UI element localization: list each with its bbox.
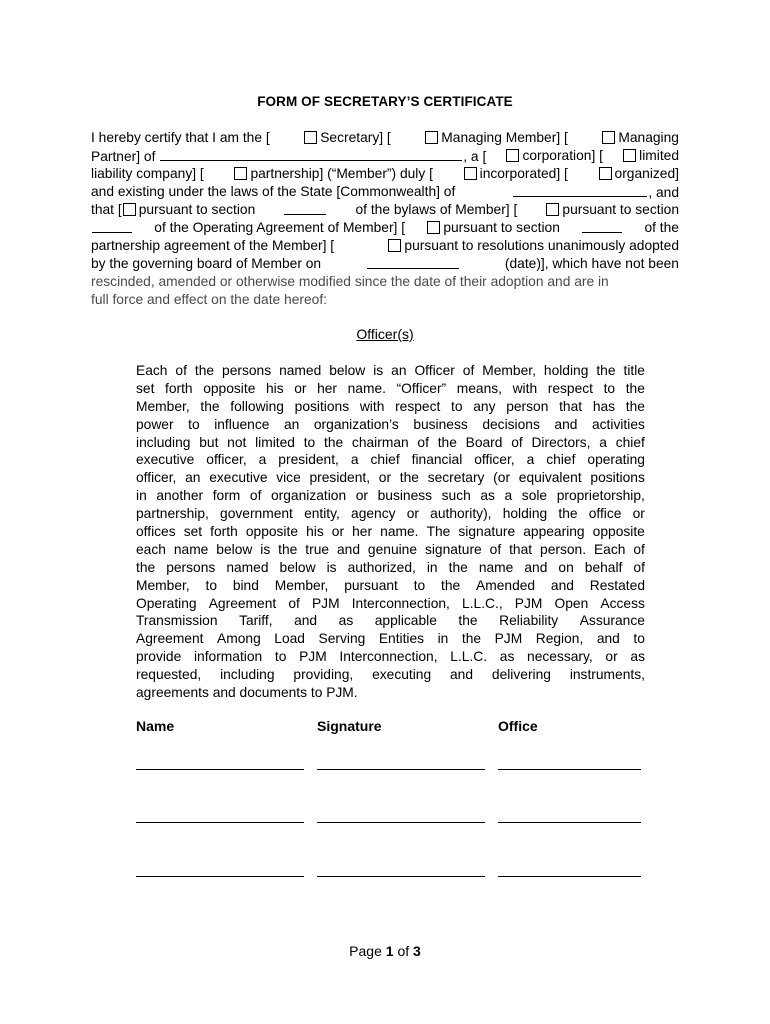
cert-line-10: full force and effect on the date hereof: xyxy=(91,292,327,307)
incorporated-checkbox[interactable] xyxy=(464,167,477,180)
bylaws-section-blank[interactable] xyxy=(284,201,326,215)
member-name-blank[interactable] xyxy=(160,147,462,161)
limited-liability-company-checkbox[interactable] xyxy=(623,149,636,162)
cert-line-6: of the Operating Agreement of Member] [ pursuant to section of the xyxy=(91,219,679,237)
cert-line-7: partnership agreement of the Member] [ pursuant to resolutions unanimously adopted xyxy=(91,238,679,253)
officers-paragraph-line: offices set forth opposite his or her name. The signature appearing opposite xyxy=(136,524,645,540)
managing-partner-checkbox[interactable] xyxy=(602,131,615,144)
cert-line-2: Partner] of , a [ corporation] [ limited xyxy=(91,148,679,164)
officers-paragraph-line: executive officer, a president, a chief financial officer, a chief operating xyxy=(136,452,645,468)
corporation-checkbox[interactable] xyxy=(506,149,519,162)
partnership-agreement-checkbox[interactable] xyxy=(427,221,440,234)
organized-checkbox[interactable] xyxy=(599,167,612,180)
cert-line-3: liability company] [ partnership] (“Member”) duly [ incorporated] [ organized] xyxy=(91,166,679,181)
state-blank[interactable] xyxy=(513,183,647,197)
name-column-header: Name xyxy=(136,718,175,734)
office-line-3[interactable] xyxy=(498,876,641,877)
officers-paragraph-line: provide information to PJM Interconnection, L.L.C. as necessary, or as xyxy=(136,649,645,665)
officers-paragraph-line: each name below is the true and genuine signature of that person. Each of xyxy=(136,541,645,557)
officers-paragraph-line: Transmission Tariff, and as applicable the Reliability Assurance xyxy=(136,613,645,629)
operating-agreement-checkbox[interactable] xyxy=(546,203,559,216)
officers-paragraph-line: officer, an executive vice president, or the secretary (or equivalent positions xyxy=(136,470,645,486)
officers-paragraph-line: requested, including providing, executing and delivering instruments, xyxy=(136,667,645,683)
resolutions-checkbox[interactable] xyxy=(388,239,401,252)
officers-paragraph-line: Member, to bind Member, pursuant to the Amended and Restated xyxy=(136,577,645,593)
officers-paragraph-line: Operating Agreement of PJM Interconnection, L.L.C., PJM Open Access xyxy=(136,595,645,611)
name-line-1[interactable] xyxy=(136,769,304,770)
officers-paragraph-line: power to influence an organization’s business decisions and activities xyxy=(136,416,645,432)
cert-line-1: I hereby certify that I am the [ Secretary] [ Managing Member] [ Managing xyxy=(91,130,679,145)
officers-paragraph-line: set forth opposite his or her name. “Officer” means, with respect to the xyxy=(136,380,645,396)
operating-section-blank[interactable] xyxy=(92,219,132,233)
signature-line-2[interactable] xyxy=(317,822,485,823)
managing-member-checkbox[interactable] xyxy=(425,131,438,144)
signature-column-header: Signature xyxy=(317,718,382,734)
cert-line-9: rescinded, amended or otherwise modified since the date of their adoption and are in xyxy=(91,274,609,289)
partnership-section-blank[interactable] xyxy=(582,219,622,233)
officers-paragraph-line: partnership, government entity, agency or authority), holding the office or xyxy=(136,506,645,522)
cert-line-5: that [ pursuant to section of the bylaws of Member] [ pursuant to section xyxy=(91,202,679,217)
officers-paragraph-line: including but not limited to the chairman of the Board of Directors, a chief xyxy=(136,434,645,450)
officers-paragraph-line: in another form of organization or business such as a sole proprietorship, xyxy=(136,488,645,504)
office-column-header: Office xyxy=(498,718,538,734)
officers-paragraph xyxy=(136,362,645,702)
signature-line-3[interactable] xyxy=(317,876,485,877)
officers-heading: Officer(s) xyxy=(356,326,414,342)
office-line-1[interactable] xyxy=(498,769,641,770)
officers-paragraph-line: Member, the following positions with respect to any person that has the xyxy=(136,398,645,414)
name-line-2[interactable] xyxy=(136,822,304,823)
bylaws-checkbox[interactable] xyxy=(123,203,136,216)
name-line-3[interactable] xyxy=(136,876,304,877)
page-number: Page 1 of 3 xyxy=(349,943,421,959)
signature-line-1[interactable] xyxy=(317,769,485,770)
officers-paragraph-line: Each of the persons named below is an Officer of Member, holding the title xyxy=(136,363,645,378)
document-title: FORM OF SECRETARY’S CERTIFICATE xyxy=(257,94,513,109)
officers-paragraph-line: Agreement Among Load Serving Entities in the PJM Region, and to xyxy=(136,631,645,647)
certification-paragraph xyxy=(91,129,679,309)
officers-paragraph-line: the persons named below is authorized, in the name and on behalf of xyxy=(136,559,645,575)
cert-line-4: and existing under the laws of the State [Commonwealth] of , and xyxy=(91,184,679,200)
cert-line-8: by the governing board of Member on (date)], which have not been xyxy=(91,256,679,271)
officers-paragraph-line: agreements and documents to PJM. xyxy=(136,685,358,701)
office-line-2[interactable] xyxy=(498,822,641,823)
partnership-checkbox[interactable] xyxy=(234,167,247,180)
secretary-checkbox[interactable] xyxy=(304,131,317,144)
adoption-date-blank[interactable] xyxy=(367,255,459,269)
